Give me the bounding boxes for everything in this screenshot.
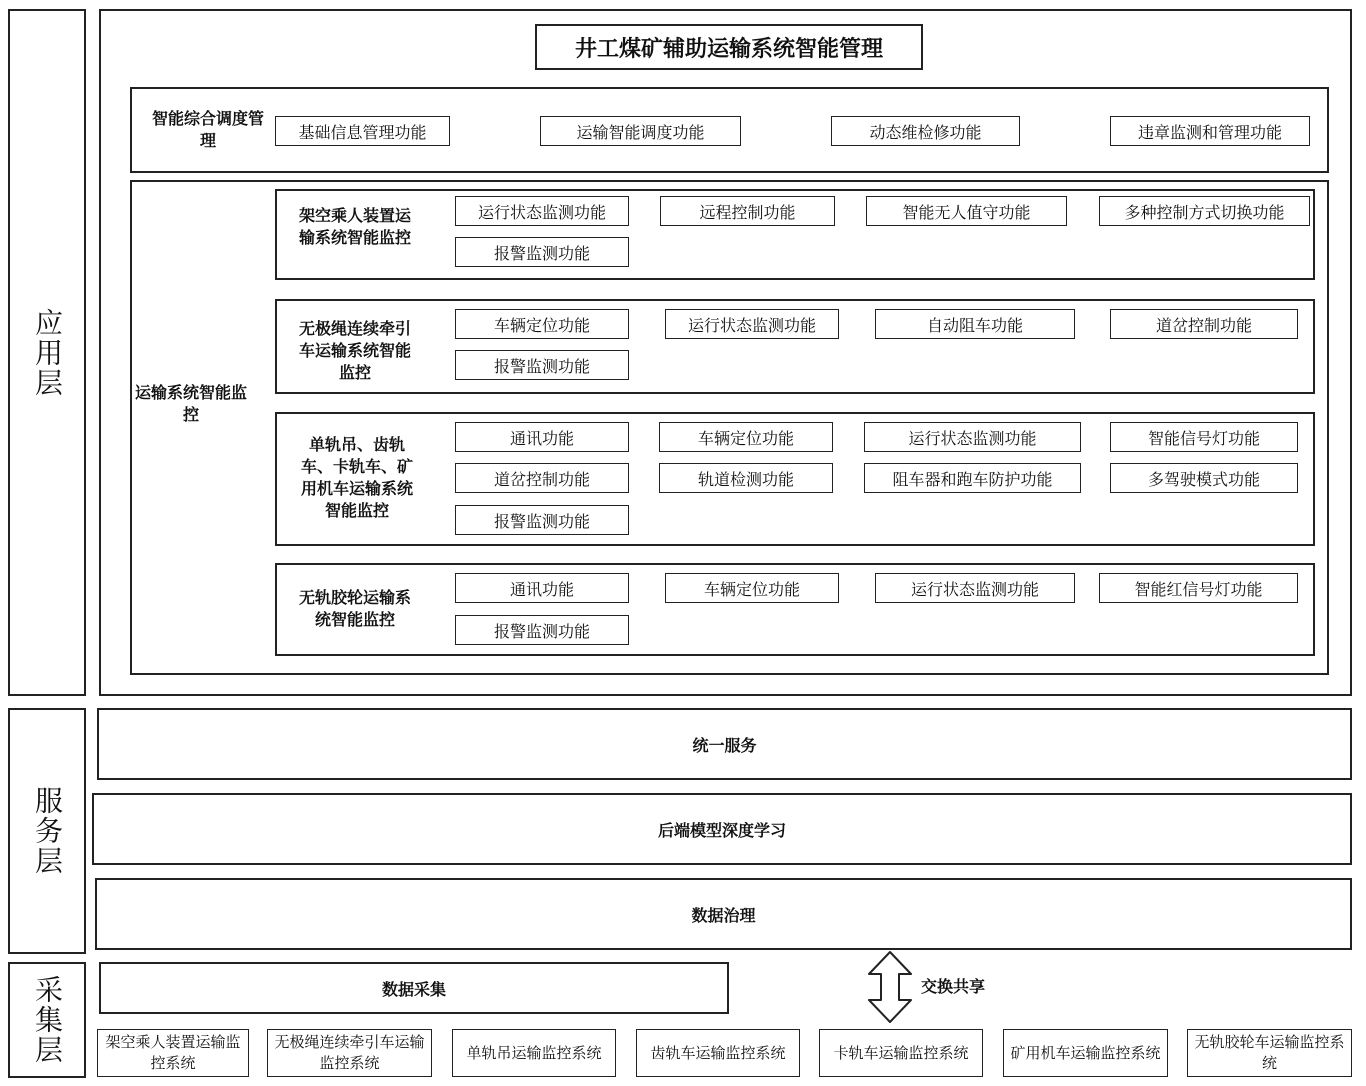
source-system-trackless: 无轨胶轮车运输监控系统 [1187, 1029, 1352, 1077]
function-box: 通讯功能 [455, 573, 629, 603]
function-box: 运行状态监测功能 [455, 196, 629, 226]
page-title: 井工煤矿辅助运输系统智能管理 [535, 24, 923, 70]
source-system-mine-locomotive: 矿用机车运输监控系统 [1003, 1029, 1168, 1077]
function-box: 轨道检测功能 [659, 463, 833, 493]
dispatch-label: 智能综合调度管理 [151, 109, 264, 150]
function-box: 远程控制功能 [660, 196, 835, 226]
exchange-label: 交换共享 [921, 977, 986, 996]
source-system-clamp-rail: 卡轨车运输监控系统 [819, 1029, 983, 1077]
exchange-arrow-icon [865, 950, 915, 1024]
function-box: 阻车器和跑车防护功能 [864, 463, 1081, 493]
monitor-group-monorail-label: 单轨吊、齿轨车、卡轨车、矿用机车运输系统智能监控 [300, 435, 413, 520]
dispatch-function-scheduling: 运输智能调度功能 [540, 116, 741, 146]
deep-learning-bar: 后端模型深度学习 [92, 793, 1352, 865]
data-collection-bar: 数据采集 [99, 962, 729, 1014]
function-box: 通讯功能 [455, 422, 629, 452]
dispatch-function-violation: 违章监测和管理功能 [1110, 116, 1310, 146]
function-box: 自动阻车功能 [875, 309, 1075, 339]
function-box: 智能无人值守功能 [866, 196, 1067, 226]
function-box: 报警监测功能 [455, 237, 629, 267]
function-box: 报警监测功能 [455, 505, 629, 535]
monitor-group-endless-rope-label: 无极绳连续牵引车运输系统智能监控 [298, 319, 411, 382]
service-layer-label: 服务层 [8, 708, 86, 954]
function-box: 智能红信号灯功能 [1099, 573, 1298, 603]
function-box: 运行状态监测功能 [875, 573, 1075, 603]
source-system-aerial: 架空乘人装置运输监控系统 [97, 1029, 249, 1077]
function-box: 道岔控制功能 [455, 463, 629, 493]
source-system-rack-rail: 齿轨车运输监控系统 [636, 1029, 800, 1077]
function-box: 智能信号灯功能 [1110, 422, 1298, 452]
function-box: 多种控制方式切换功能 [1099, 196, 1310, 226]
function-box: 车辆定位功能 [455, 309, 629, 339]
monitor-label: 运输系统智能监控 [134, 383, 247, 424]
function-box: 多驾驶模式功能 [1110, 463, 1298, 493]
dispatch-function-basic-info: 基础信息管理功能 [275, 116, 450, 146]
function-box: 报警监测功能 [455, 615, 629, 645]
data-governance-bar: 数据治理 [95, 878, 1352, 950]
function-box: 道岔控制功能 [1110, 309, 1298, 339]
function-box: 车辆定位功能 [665, 573, 839, 603]
collection-layer-label: 采集层 [8, 962, 86, 1078]
source-system-monorail: 单轨吊运输监控系统 [452, 1029, 616, 1077]
function-box: 报警监测功能 [455, 350, 629, 380]
dispatch-function-maintenance: 动态维检修功能 [831, 116, 1020, 146]
monitor-group-trackless-label: 无轨胶轮运输系统智能监控 [298, 588, 411, 629]
function-box: 运行状态监测功能 [665, 309, 839, 339]
monitor-group-aerial-label: 架空乘人装置运输系统智能监控 [298, 206, 411, 247]
function-box: 车辆定位功能 [659, 422, 833, 452]
function-box: 运行状态监测功能 [864, 422, 1081, 452]
application-layer-label: 应用层 [8, 9, 86, 696]
source-system-endless-rope: 无极绳连续牵引车运输监控系统 [267, 1029, 432, 1077]
unified-service-bar: 统一服务 [97, 708, 1352, 780]
